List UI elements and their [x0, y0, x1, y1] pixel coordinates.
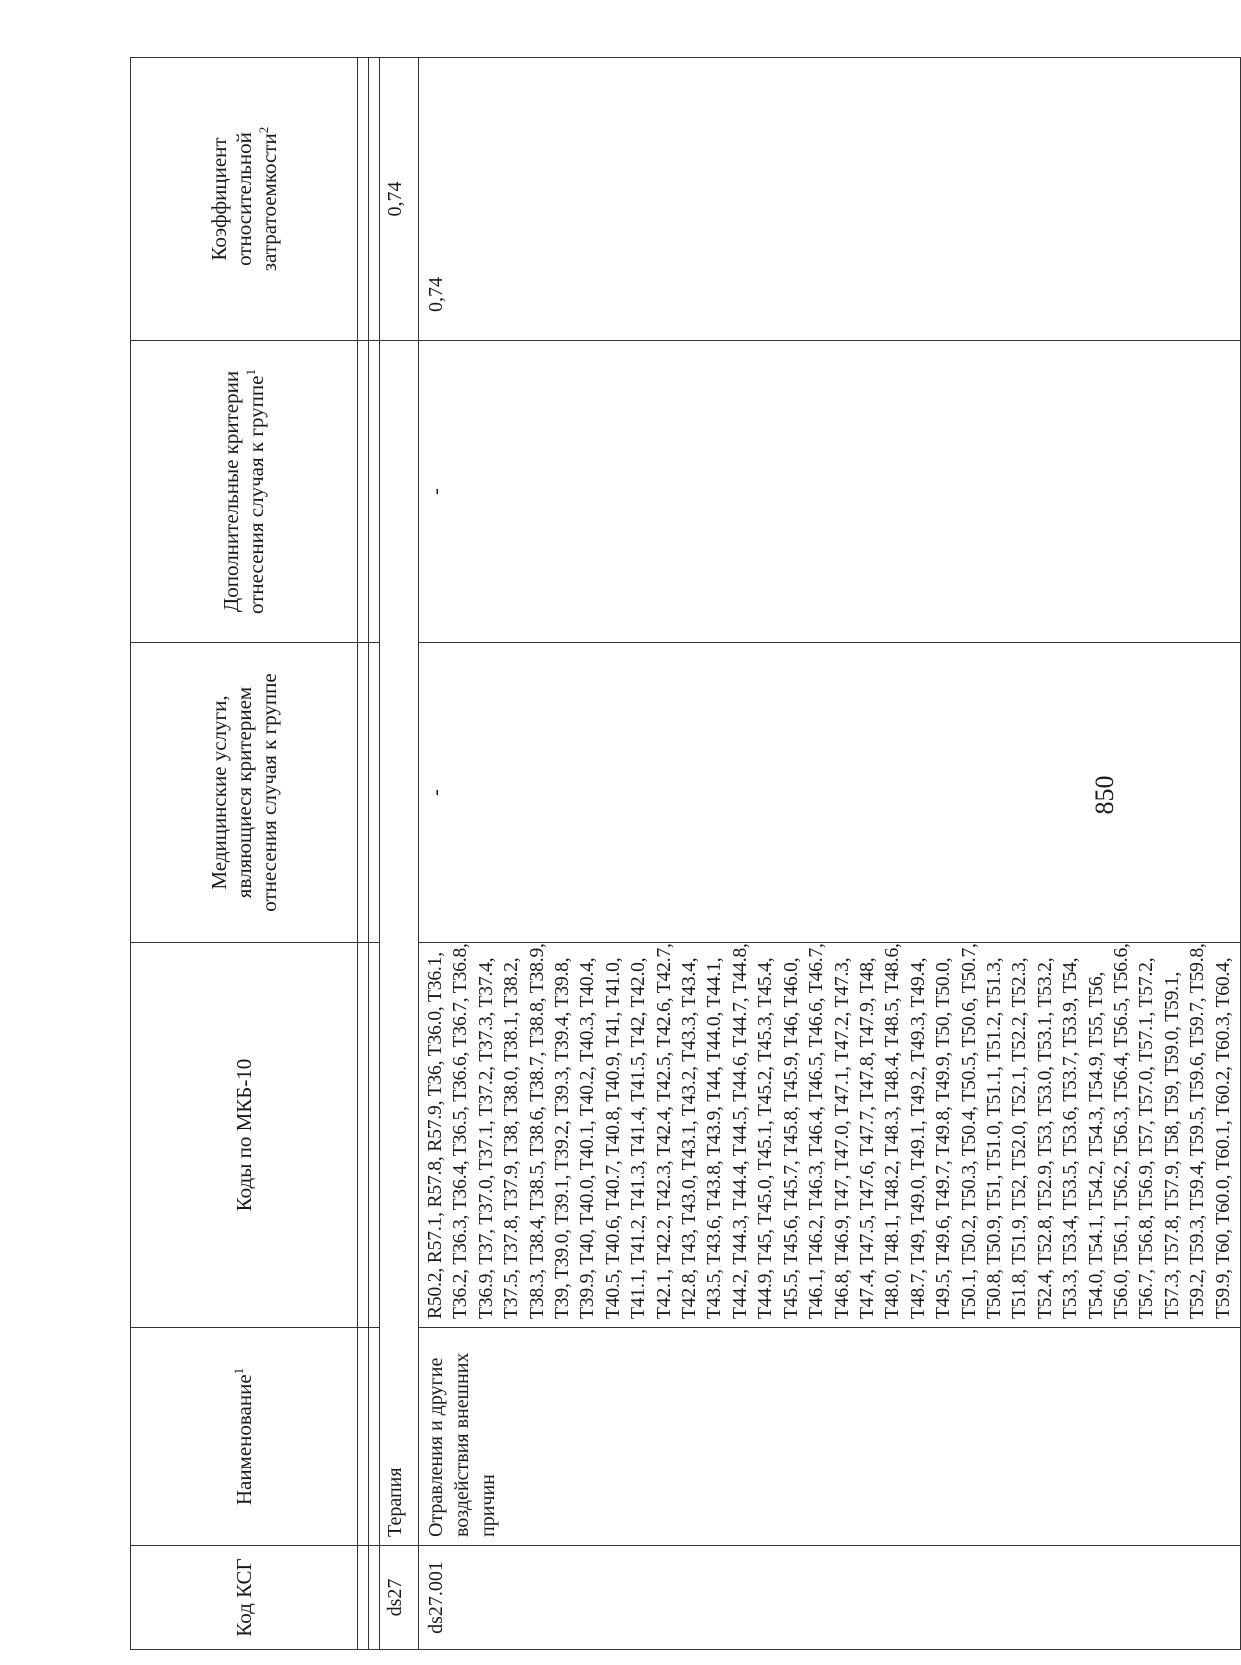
ksg-code: ds27.001 — [419, 1546, 1241, 1650]
section-code: ds27 — [380, 1546, 419, 1650]
icd-code-line: T51.8, T51.9, T52, T52.0, T52.1, T52.2, T52.3, — [1009, 957, 1031, 1319]
section-name: Терапия — [380, 341, 419, 1546]
icd-code-line: T39.9, T40, T40.0, T40.1, T40.2, T40.3, T40.4, — [577, 957, 599, 1319]
icd-codes-cell — [419, 943, 1241, 1328]
header-icd-codes: Коды по МКБ-10 — [131, 943, 358, 1328]
icd-code-line: T42.8, T43, T43.0, T43.1, T43.2, T43.3, T43.4, — [679, 957, 701, 1319]
icd-code-line: T41.1, T41.2, T41.3, T41.4, T41.5, T42, T42.0, — [628, 957, 650, 1319]
icd-code-line: T46.1, T46.2, T46.3, T46.4, T46.5, T46.6, T46.7, — [806, 943, 828, 1319]
section-coefficient: 0,74 — [380, 58, 419, 341]
icd-code-line: T36.9, T37, T37.0, T37.1, T37.2, T37.3, T37.4, — [475, 957, 497, 1319]
header-code: Код КСГ — [131, 1546, 358, 1650]
icd-code-line: T39, T39.0, T39.1, T39.2, T39.3, T39.4, T39.8, — [552, 957, 574, 1319]
header-row — [131, 58, 358, 1650]
icd-code-line: T45.5, T45.6, T45.7, T45.8, T45.9, T46, T46.0, — [780, 957, 802, 1319]
ksg-table — [130, 57, 1241, 1650]
icd-code-line: T44.9, T45, T45.0, T45.1, T45.2, T45.3, T45.4, — [755, 957, 777, 1319]
icd-code-line: T37.5, T37.8, T37.9, T38, T38.0, T38.1, T38.2, — [501, 957, 523, 1319]
icd-code-line: T52.4, T52.8, T52.9, T53, T53.0, T53.1, T53.2, — [1034, 957, 1056, 1319]
services-cell: - — [419, 643, 1241, 943]
icd-codes-list — [423, 943, 1236, 1319]
icd-code-line: T59.9, T60, T60.0, T60.1, T60.2, T60.3, T60.4, — [1212, 957, 1234, 1319]
icd-code-line: T48.0, T48.1, T48.2, T48.3, T48.4, T48.5, T48.6, — [882, 943, 904, 1319]
icd-code-line: R50.2, R57.1, R57.8, R57.9, T36, T36.0, T36.1, — [425, 952, 446, 1319]
icd-code-line: T38.3, T38.4, T38.5, T38.6, T38.7, T38.8, T38.9, — [526, 943, 548, 1319]
table-row — [419, 58, 1241, 1650]
icd-code-line: T49.5, T49.6, T49.7, T49.8, T49.9, T50, T50.0, — [933, 957, 955, 1319]
icd-code-line: T48.7, T49, T49.0, T49.1, T49.2, T49.3, T49.4, — [907, 957, 929, 1319]
icd-code-line: T42.1, T42.2, T42.3, T42.4, T42.5, T42.6, T42.7, — [653, 943, 675, 1319]
icd-code-line: T53.3, T53.4, T53.5, T53.6, T53.7, T53.9, T54, — [1060, 957, 1082, 1319]
icd-code-line: T57.3, T57.8, T57.9, T58, T59, T59.0, T59.1, — [1161, 971, 1183, 1319]
ksg-name: Отравления и другие воздействия внешних причин — [419, 1328, 1241, 1546]
icd-code-line: T50.8, T50.9, T51, T51.0, T51.1, T51.2, T51.3, — [983, 957, 1005, 1319]
coefficient-cell: 0,74 — [419, 58, 1241, 341]
icd-code-line: T46.8, T46.9, T47, T47.0, T47.1, T47.2, T47.3, — [831, 957, 853, 1319]
header-coefficient: Коэффициент относительной затратоемкости$^2$ — [131, 58, 358, 341]
page-number: 850 — [1090, 775, 1119, 815]
section-row — [380, 58, 419, 1650]
spacer-row — [369, 58, 380, 1650]
icd-code-line: T59.2, T59.3, T59.4, T59.5, T59.6, T59.7, T59.8, — [1187, 943, 1209, 1319]
criteria-cell: - — [419, 341, 1241, 643]
header-services: Медицинские услуги, являющиеся критерием отнесения случая к группе — [131, 643, 358, 943]
spacer-row — [358, 58, 369, 1650]
icd-code-line: T43.5, T43.6, T43.8, T43.9, T44, T44.0, T44.1, — [704, 957, 726, 1319]
icd-code-line: T36.2, T36.3, T36.4, T36.5, T36.6, T36.7, T36.8, — [450, 943, 472, 1319]
icd-code-line: T54.0, T54.1, T54.2, T54.3, T54.9, T55, T56, — [1085, 971, 1107, 1319]
icd-code-line: T56.7, T56.8, T56.9, T57, T57.0, T57.1, T57.2, — [1136, 957, 1158, 1319]
icd-code-line: T40.5, T40.6, T40.7, T40.8, T40.9, T41, T41.0, — [602, 957, 624, 1319]
icd-code-line: T56.0, T56.1, T56.2, T56.3, T56.4, T56.5, T56.6, — [1110, 943, 1132, 1319]
icd-code-line: T47.4, T47.5, T47.6, T47.7, T47.8, T47.9, T48, — [856, 957, 878, 1319]
icd-code-line: T50.1, T50.2, T50.3, T50.4, T50.5, T50.6, T50.7, — [958, 943, 980, 1319]
header-criteria: Дополнительные критерии отнесения случая к группе$^1$ — [131, 341, 358, 643]
header-name: Наименование$^1$ — [131, 1328, 358, 1546]
icd-code-line: T44.2, T44.3, T44.4, T44.5, T44.6, T44.7, T44.8, — [729, 943, 751, 1319]
